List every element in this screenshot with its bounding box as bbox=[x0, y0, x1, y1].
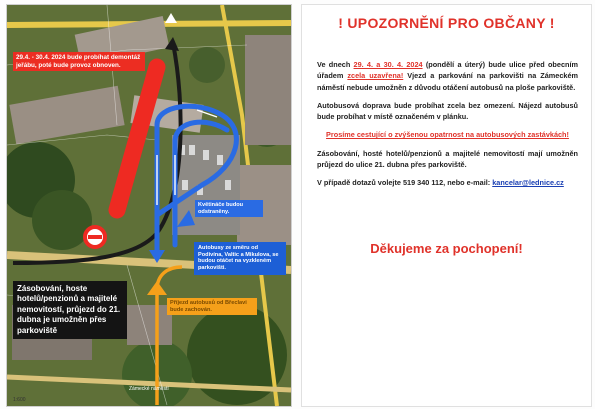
flowerbed-callout: Květináče budou odstraněny. bbox=[195, 200, 263, 217]
p1-text-3: Vjezd a parkování na parkovišti na Zámeckém náměstí nebude umožněn z důvodu otáčení autobusů na ploše parkoviště. bbox=[317, 71, 578, 92]
square-label: Zámecké náměstí bbox=[129, 386, 169, 392]
closure-paragraph bbox=[317, 59, 578, 93]
bus-turning-callout: Autobusy ze směru od Podivína, Valtic a Mikulova, se budou otáčet na vyzkleném parkovišti. bbox=[194, 242, 286, 275]
caution-paragraph: Prosíme cestující o zvýšenou opatrnost na autobusových zastávkách! bbox=[326, 130, 569, 140]
supply-paragraph: Zásobování, hosté hotelů/penzionů a majitelé nemovitostí mají umožněn průjezd do ulice 21. dubna přes parkoviště. bbox=[317, 148, 578, 170]
closed-text: zcela uzavřena! bbox=[347, 71, 404, 81]
closure-callout: 29.4. - 30.4. 2024 bude probíhat demontáž jeřábu, poté bude provoz obnoven. bbox=[13, 52, 145, 71]
notice-body bbox=[317, 59, 578, 196]
p5-text-1: V případě dotazů volejte bbox=[317, 178, 403, 188]
bus-paragraph: Autobusová doprava bude probíhat zcela bez omezení. Nájezd autobusů bude probíhat v místě označeném v plánku. bbox=[317, 100, 578, 122]
bus-arrival-callout: Příjezd autobusů od Břeclavi bude zachován. bbox=[167, 298, 257, 315]
map-scale: 1:600 bbox=[13, 397, 26, 403]
contact-paragraph bbox=[317, 177, 578, 188]
thanks-text: Děkujeme za pochopení! bbox=[370, 241, 523, 256]
p1-text-1: Ve dnech bbox=[317, 60, 354, 69]
notice-title: ! UPOZORNĚNÍ PRO OBČANY ! bbox=[338, 15, 555, 31]
email-link[interactable]: kancelar@lednice.cz bbox=[492, 178, 564, 188]
supply-access-callout: Zásobování, hoste hotelů/penzionů a majitelé nemovitostí, průjezd do 21. dubna je umožněn přes parkoviště bbox=[13, 281, 127, 339]
aerial-map bbox=[6, 4, 292, 407]
notice-panel bbox=[301, 4, 592, 407]
closure-dates: 29. 4. a 30. 4. 2024 bbox=[353, 60, 423, 69]
p1-text-2: (pondělí a úterý) bude ulice před obecním úřadem bbox=[317, 60, 578, 81]
phone-number: 519 340 112 bbox=[402, 178, 444, 188]
p5-text-2: , nebo e-mail: bbox=[443, 178, 493, 188]
